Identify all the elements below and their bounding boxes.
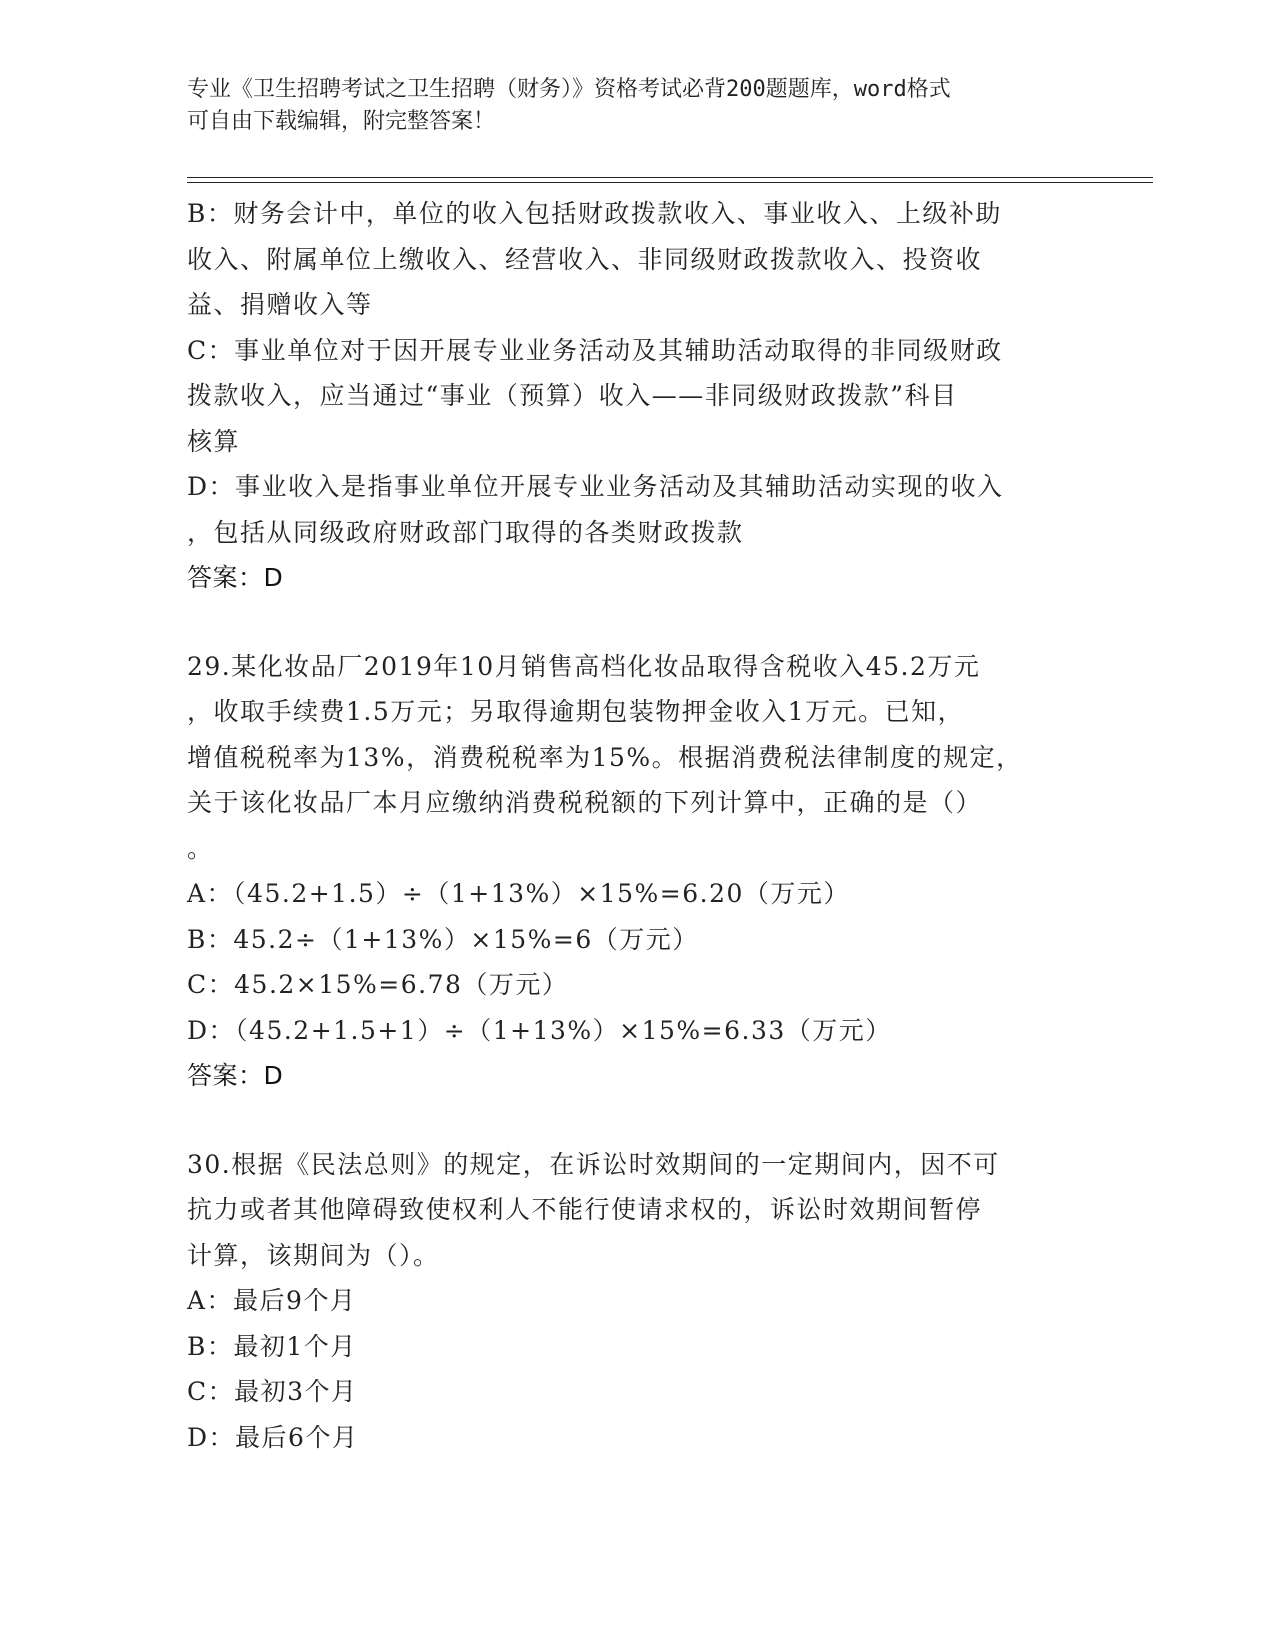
stem-line: 30.根据《民法总则》的规定，在诉讼时效期间的一定期间内，因不可 <box>187 1149 1000 1179</box>
stem-line: 29.某化妆品厂2019年10月销售高档化妆品取得含税收入45.2万元 <box>187 651 981 681</box>
option-d-line: D：事业收入是指事业单位开展专业业务活动及其辅助活动实现的收入 <box>187 472 1004 501</box>
previous-question <box>187 191 1087 601</box>
option-b: B：最初1个月 <box>187 1331 357 1361</box>
question-spacer <box>187 1099 1087 1142</box>
answer-label: 答案：D <box>187 1061 284 1090</box>
option-c-line: 拨款收入，应当通过“事业（预算）收入——非同级财政拨款”科目 <box>187 381 958 410</box>
question-30 <box>187 1142 1087 1461</box>
question-spacer <box>187 601 1087 644</box>
answer-label: 答案：D <box>187 563 284 592</box>
header-divider-top <box>187 177 1153 178</box>
option-c: C：最初3个月 <box>187 1377 358 1406</box>
option-b: B：45.2÷（1+13%）×15%=6（万元） <box>187 924 699 954</box>
option-b-line: 收入、附属单位上缴收入、经营收入、非同级财政拨款收入、投资收 <box>187 244 983 274</box>
option-d: D：最后6个月 <box>187 1422 359 1452</box>
option-c: C：45.2×15%=6.78（万元） <box>187 970 569 999</box>
header-title-line-1: 专业《卫生招聘考试之卫生招聘（财务）》资格考试必背200题题库，word格式 <box>187 77 951 102</box>
question-29 <box>187 644 1087 1099</box>
option-b-line: B：财务会计中，单位的收入包括财政拨款收入、事业收入、上级补助 <box>187 199 1002 228</box>
stem-line: 计算，该期间为（）。 <box>187 1240 440 1270</box>
stem-line: 。 <box>187 833 214 863</box>
page-header <box>187 74 1067 138</box>
option-a: A：最后9个月 <box>187 1286 357 1315</box>
option-a: A：（45.2+1.5）÷（1+13%）×15%=6.20（万元） <box>187 879 850 908</box>
document-body <box>187 191 1087 1460</box>
option-b-line: 益、捐赠收入等 <box>187 290 373 319</box>
option-d: D：（45.2+1.5+1）÷（1+13%）×15%=6.33（万元） <box>187 1015 892 1045</box>
option-d-line: ，包括从同级政府财政部门取得的各类财政拨款 <box>187 517 744 547</box>
stem-line: ，收取手续费1.5万元；另取得逾期包装物押金收入1万元。已知， <box>187 697 965 726</box>
question-stem <box>187 1142 1087 1279</box>
question-stem <box>187 644 1087 872</box>
option-d <box>187 464 1087 555</box>
option-b <box>187 191 1087 328</box>
header-title-line-2: 可自由下载编辑，附完整答案！ <box>187 109 496 134</box>
option-c <box>187 328 1087 465</box>
stem-line: 抗力或者其他障碍致使权利人不能行使请求权的，诉讼时效期间暂停 <box>187 1195 983 1224</box>
header-divider-bottom <box>187 182 1153 183</box>
option-c-line: 核算 <box>187 426 241 456</box>
option-c-line: C：事业单位对于因开展专业业务活动及其辅助活动取得的非同级财政 <box>187 335 1003 365</box>
stem-line: 增值税税率为13%，消费税税率为15%。根据消费税法律制度的规定， <box>187 742 1023 772</box>
stem-line: 关于该化妆品厂本月应缴纳消费税税额的下列计算中，正确的是（） <box>187 788 983 817</box>
